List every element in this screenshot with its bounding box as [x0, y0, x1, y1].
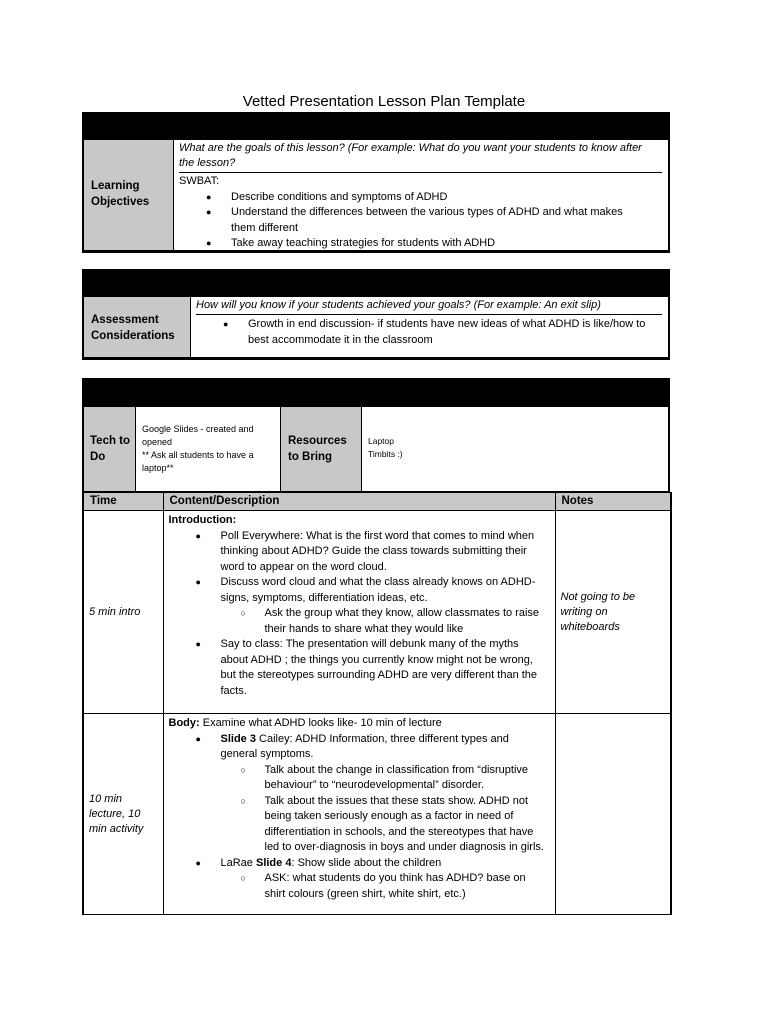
page-title: Vetted Presentation Lesson Plan Template [242, 93, 526, 110]
resources-item-1: Laptop [368, 436, 394, 446]
slide-ref: Slide 4 [255, 856, 292, 869]
intro-content [163, 511, 555, 714]
list-item: ○ Talk about the issues that these stats show. ADHD not being taken seriously enough as a factor in need of differentiation in schools, and the stereotypes that have led to over-diagnosis in boys and under diagnosis in girls. [169, 794, 547, 856]
list-item [169, 575, 547, 637]
body-time: 10 min lecture, 10 min activity [83, 714, 163, 915]
table-row [83, 714, 671, 915]
intro-time: 5 min intro [83, 511, 163, 714]
intro-list [169, 529, 547, 700]
list-item: ● Say to class: The presentation will debunk many of the myths about ADHD ; the things you currently know might not be wrong, but the stereotypes surrounding ADHD are very different than the facts. [169, 637, 547, 699]
body-sublist [169, 763, 547, 856]
objectives-header-bar [82, 112, 670, 140]
table-header-row [83, 493, 671, 511]
swbat-label: SWBAT: [179, 175, 220, 187]
table-row [83, 511, 671, 714]
assessment-header-bar [82, 269, 670, 297]
tech-label: Tech to Do [90, 435, 131, 463]
objectives-section [82, 112, 670, 253]
list-item-text: Cailey: ADHD Information, three different types and general symptoms. [220, 732, 509, 760]
header-notes: Notes [555, 493, 671, 511]
schedule-table [82, 492, 672, 915]
body-content [163, 714, 555, 915]
prep-row [82, 406, 670, 492]
presenter-name: LaRae [220, 856, 256, 869]
body-sublist [169, 871, 547, 902]
tech-label-cell [84, 407, 136, 491]
body-heading-rest: Examine what ADHD looks like- 10 min of lecture [199, 717, 442, 729]
list-item: ○ Ask the group what they know, allow classmates to raise their hands to share what they would like [169, 606, 547, 637]
list-item: ● Describe conditions and symptoms of ADHD [179, 190, 646, 206]
body-list [169, 732, 547, 903]
list-item [169, 856, 547, 903]
assessment-label-cell [84, 297, 191, 357]
list-item: ● Poll Everywhere: What is the first word that comes to mind when thinking about ADHD? Guide the class towards submitting their word to appear on the word cloud. [169, 529, 547, 576]
list-item: ● Understand the differences between the various types of ADHD and what makes them different [179, 205, 646, 236]
body-heading [169, 716, 547, 732]
tech-text-1: Google Slides - created and opened [142, 424, 254, 447]
list-item: ● Growth in end discussion- if students have new ideas of what ADHD is like/how to best accommodate it in the classroom [196, 317, 660, 348]
assessment-section [82, 269, 670, 360]
list-item-text: Discuss word cloud and what the class already knows on ADHD- signs, symptoms, differentiation ideas, etc. [220, 576, 536, 604]
objectives-content [174, 140, 668, 250]
body-heading-bold: Body: [168, 717, 200, 729]
list-item: ○ ASK: what students do you think has ADHD? base on shirt colours (green shirt, white shirt, etc.) [169, 871, 547, 902]
list-item [169, 732, 547, 856]
resources-label: Resources to Bring [288, 435, 347, 463]
objectives-label-cell [84, 140, 174, 250]
header-time: Time [83, 493, 163, 511]
list-item: ○ Talk about the change in classification from “disruptive behaviour” to “neurodevelopmental” disorder. [169, 763, 547, 794]
intro-notes: Not going to be writing on whiteboards [555, 511, 671, 714]
objectives-list [179, 190, 668, 252]
procedure-header-bar [82, 378, 670, 406]
assessment-content [191, 297, 668, 357]
procedure-section [82, 378, 670, 915]
tech-cell [136, 407, 281, 491]
objectives-prompt: What are the goals of this lesson? (For example: What do you want your students to know after the lesson? [179, 140, 662, 173]
resources-item-2: Timbits :) [368, 448, 403, 459]
intro-heading: Introduction: [168, 514, 237, 526]
assessment-list [196, 317, 668, 348]
intro-sublist [169, 606, 547, 637]
list-item: ● Take away teaching strategies for students with ADHD [179, 236, 646, 252]
assessment-label: Assessment Considerations [91, 314, 175, 342]
body-notes [555, 714, 671, 915]
objectives-label: Learning Objectives [91, 180, 150, 208]
resources-label-cell [281, 407, 362, 491]
assessment-prompt: How will you know if your students achieved your goals? (For example: An exit slip) [196, 297, 662, 315]
tech-text-2: ** Ask all students to have a laptop** [142, 450, 254, 473]
resources-cell [362, 407, 668, 491]
list-item-text: : Show slide about the children [291, 856, 442, 869]
slide-ref: Slide 3 [220, 732, 256, 745]
header-content: Content/Description [163, 493, 555, 511]
